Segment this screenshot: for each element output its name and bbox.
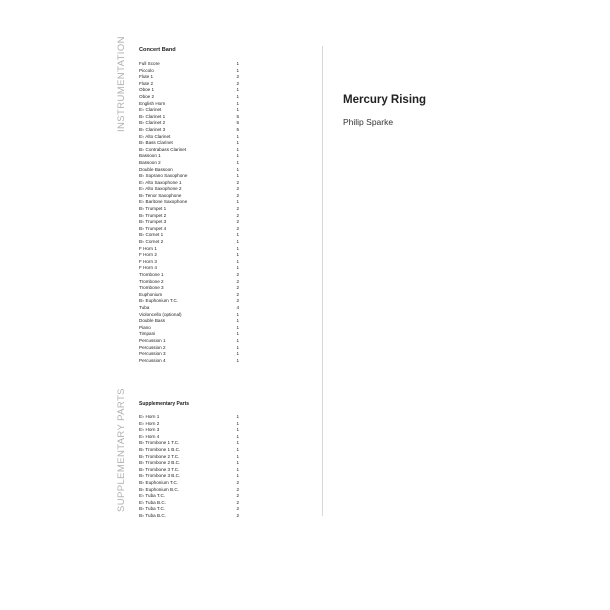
part-row [139, 279, 239, 286]
part-row [139, 421, 239, 428]
part-name: B♭ Contrabass Clarinet [139, 146, 187, 152]
part-name: B♭ Cornet 1 [139, 232, 164, 238]
part-quantity: 1 [236, 453, 239, 459]
part-row [139, 351, 239, 358]
part-row [139, 259, 239, 266]
part-quantity: 1 [236, 232, 239, 238]
part-row [139, 167, 239, 174]
part-row [139, 213, 239, 220]
part-quantity: 2 [236, 206, 239, 212]
part-quantity: 1 [236, 331, 239, 337]
supplementary-side-label: SUPPLEMENTARY PARTS [116, 388, 127, 512]
part-name: B♭ Euphonium T.C. [139, 479, 179, 485]
part-name: B♭ Trumpet 1 [139, 206, 167, 212]
part-quantity: 1 [236, 337, 239, 343]
part-row [139, 134, 239, 141]
part-row [139, 272, 239, 279]
part-row [139, 252, 239, 259]
part-row [139, 87, 239, 94]
part-quantity: 4 [236, 304, 239, 310]
part-row [139, 467, 239, 474]
concert-band-heading: Concert Band [139, 47, 176, 53]
part-row [139, 285, 239, 292]
part-quantity: 1 [236, 324, 239, 330]
part-quantity: 1 [236, 239, 239, 245]
part-quantity: 1 [236, 258, 239, 264]
part-row [139, 127, 239, 134]
part-row [139, 440, 239, 447]
part-name: B♭ Soprano Saxophone [139, 173, 188, 179]
part-quantity: 2 [236, 506, 239, 512]
part-name: Timpani [139, 331, 156, 337]
part-name: B♭ Trombone 3 T.C. [139, 466, 180, 472]
part-row [139, 94, 239, 101]
part-quantity: 2 [236, 479, 239, 485]
part-name: Bassoon 1 [139, 153, 161, 159]
part-row [139, 147, 239, 154]
part-name: B♭ Trumpet 3 [139, 219, 167, 225]
part-name: B♭ Euphonium B.C. [139, 486, 179, 492]
part-name: E♭ Horn 2 [139, 420, 160, 426]
part-quantity: 5 [236, 120, 239, 126]
supplementary-parts-heading: Supplementary Parts [139, 401, 190, 407]
part-quantity: 2 [236, 179, 239, 185]
page-divider [322, 46, 323, 516]
part-quantity: 2 [236, 486, 239, 492]
part-quantity: 1 [236, 133, 239, 139]
part-row [139, 226, 239, 233]
part-name: Trombone 3 [139, 285, 164, 291]
part-quantity: 1 [236, 93, 239, 99]
part-row [139, 312, 239, 319]
part-row [139, 345, 239, 352]
part-quantity: 1 [236, 414, 239, 419]
part-name: E♭ Alto Saxophone 1 [139, 179, 182, 185]
part-row [139, 101, 239, 108]
part-name: Euphonium [139, 291, 163, 297]
part-quantity: 2 [236, 74, 239, 80]
part-quantity: 1 [236, 446, 239, 452]
part-row [139, 199, 239, 206]
part-name: B♭ Trombone 3 B.C. [139, 473, 181, 479]
part-row [139, 219, 239, 226]
part-row [139, 338, 239, 345]
part-quantity: 1 [236, 265, 239, 271]
part-name: B♭ Trumpet 2 [139, 212, 167, 218]
part-name: B♭ Euphonium T.C. [139, 298, 179, 304]
part-name: B♭ Cornet 2 [139, 239, 164, 245]
part-quantity: 2 [236, 212, 239, 218]
part-quantity: 2 [236, 219, 239, 225]
part-quantity: 1 [236, 199, 239, 205]
part-name: Trombone 1 [139, 272, 164, 277]
part-name: B♭ Trombone 1 B.C. [139, 446, 181, 452]
part-quantity: 2 [236, 192, 239, 198]
part-quantity: 1 [236, 460, 239, 466]
part-row [139, 292, 239, 299]
part-name: B♭ Tenor Saxophone [139, 192, 182, 198]
part-row [139, 318, 239, 325]
part-quantity: 2 [236, 512, 239, 518]
part-name: Trombone 2 [139, 278, 164, 284]
part-quantity: 1 [236, 140, 239, 146]
part-row [139, 331, 239, 338]
supplementary-parts-list [139, 414, 239, 520]
part-quantity: 2 [236, 80, 239, 86]
part-quantity: 1 [236, 311, 239, 317]
part-row [139, 61, 239, 68]
part-row [139, 206, 239, 213]
part-name: E♭ Alto Saxophone 2 [139, 186, 182, 192]
part-quantity: 1 [236, 427, 239, 433]
part-name: F Horn 2 [139, 252, 157, 258]
part-quantity: 1 [236, 357, 239, 363]
part-row [139, 239, 239, 246]
part-row [139, 114, 239, 121]
part-row [139, 153, 239, 160]
part-name: B♭ Tuba B.C. [139, 512, 166, 518]
part-name: Double Bass [139, 318, 166, 324]
part-quantity: 1 [236, 473, 239, 479]
part-quantity: 1 [236, 318, 239, 324]
part-name: Tuba [139, 304, 150, 310]
part-row [139, 434, 239, 441]
part-quantity: 1 [236, 245, 239, 251]
part-name: E♭ Clarinet [139, 107, 162, 113]
part-row [139, 74, 239, 81]
part-name: English Horn [139, 100, 166, 106]
part-row [139, 473, 239, 480]
part-name: Piano [139, 324, 151, 330]
part-name: Bassoon 2 [139, 159, 161, 165]
part-quantity: 1 [236, 107, 239, 113]
part-quantity: 1 [236, 252, 239, 258]
part-row [139, 193, 239, 200]
part-name: F Horn 1 [139, 245, 157, 251]
part-row [139, 120, 239, 127]
part-row [139, 480, 239, 487]
part-quantity: 1 [236, 153, 239, 159]
piece-title: Mercury Rising [343, 94, 427, 106]
part-name: Piccolo [139, 67, 154, 73]
composer-name: Philip Sparke [343, 117, 394, 127]
part-name: B♭ Trombone 2 T.C. [139, 453, 180, 459]
part-row [139, 460, 239, 467]
part-name: E♭ Alto Clarinet [139, 133, 171, 139]
part-quantity: 1 [236, 61, 239, 66]
part-row [139, 107, 239, 114]
part-quantity: 1 [236, 466, 239, 472]
part-name: B♭ Trombone 1 T.C. [139, 440, 180, 446]
part-name: E♭ Tuba T.C. [139, 493, 166, 499]
part-name: Double Bassoon [139, 166, 173, 172]
part-row [139, 265, 239, 272]
part-quantity: 1 [236, 87, 239, 93]
part-row [139, 186, 239, 193]
part-row [139, 305, 239, 312]
part-name: B♭ Clarinet 1 [139, 113, 166, 119]
part-row [139, 81, 239, 88]
part-name: F Horn 3 [139, 258, 157, 264]
part-quantity: 1 [236, 173, 239, 179]
part-quantity: 1 [236, 100, 239, 106]
part-quantity: 1 [236, 351, 239, 357]
part-row [139, 173, 239, 180]
part-quantity: 1 [236, 159, 239, 165]
part-quantity: 1 [236, 420, 239, 426]
part-name: B♭ Tuba T.C. [139, 506, 166, 512]
part-row [139, 246, 239, 253]
part-row [139, 298, 239, 305]
part-name: E♭ Baritone Saxophone [139, 199, 188, 205]
part-name: Flute 2 [139, 80, 154, 86]
part-name: B♭ Trombone 2 B.C. [139, 460, 181, 466]
part-name: Percussion 3 [139, 351, 166, 357]
part-name: Violoncello (optional) [139, 311, 182, 317]
part-quantity: 1 [236, 67, 239, 73]
part-name: Flute 1 [139, 74, 154, 80]
part-row [139, 500, 239, 507]
concert-band-parts-list [139, 61, 239, 364]
part-quantity: 2 [236, 298, 239, 304]
part-quantity: 5 [236, 126, 239, 132]
part-name: B♭ Bass Clarinet [139, 140, 173, 146]
part-quantity: 2 [236, 493, 239, 499]
part-row [139, 140, 239, 147]
part-quantity: 5 [236, 113, 239, 119]
part-row [139, 414, 239, 421]
part-row [139, 68, 239, 75]
part-quantity: 2 [236, 272, 239, 277]
part-row [139, 160, 239, 167]
part-name: Full Score [139, 61, 160, 66]
part-name: F Horn 4 [139, 265, 157, 271]
part-row [139, 232, 239, 239]
part-quantity: 2 [236, 285, 239, 291]
part-row [139, 513, 239, 520]
part-quantity: 1 [236, 166, 239, 172]
part-quantity: 2 [236, 499, 239, 505]
part-name: Oboe 2 [139, 93, 155, 99]
part-row [139, 487, 239, 494]
part-name: E♭ Horn 3 [139, 427, 160, 433]
part-quantity: 1 [236, 146, 239, 152]
part-name: E♭ Horn 4 [139, 433, 160, 439]
part-quantity: 1 [236, 433, 239, 439]
part-row [139, 447, 239, 454]
part-name: B♭ Clarinet 2 [139, 120, 166, 126]
part-name: Percussion 2 [139, 344, 166, 350]
part-row [139, 454, 239, 461]
part-row [139, 180, 239, 187]
part-row [139, 358, 239, 365]
part-row [139, 506, 239, 513]
part-name: Percussion 1 [139, 337, 166, 343]
part-name: E♭ Horn 1 [139, 414, 160, 419]
part-quantity: 2 [236, 291, 239, 297]
part-quantity: 1 [236, 344, 239, 350]
part-row [139, 493, 239, 500]
part-quantity: 2 [236, 186, 239, 192]
part-quantity: 2 [236, 278, 239, 284]
part-row [139, 325, 239, 332]
part-name: Percussion 4 [139, 357, 166, 363]
part-quantity: 2 [236, 225, 239, 231]
part-name: B♭ Trumpet 4 [139, 225, 167, 231]
part-row [139, 427, 239, 434]
part-name: Oboe 1 [139, 87, 155, 93]
part-quantity: 1 [236, 440, 239, 446]
instrumentation-side-label: INSTRUMENTATION [116, 36, 127, 132]
part-name: E♭ Tuba B.C. [139, 499, 166, 505]
part-name: B♭ Clarinet 3 [139, 126, 166, 132]
